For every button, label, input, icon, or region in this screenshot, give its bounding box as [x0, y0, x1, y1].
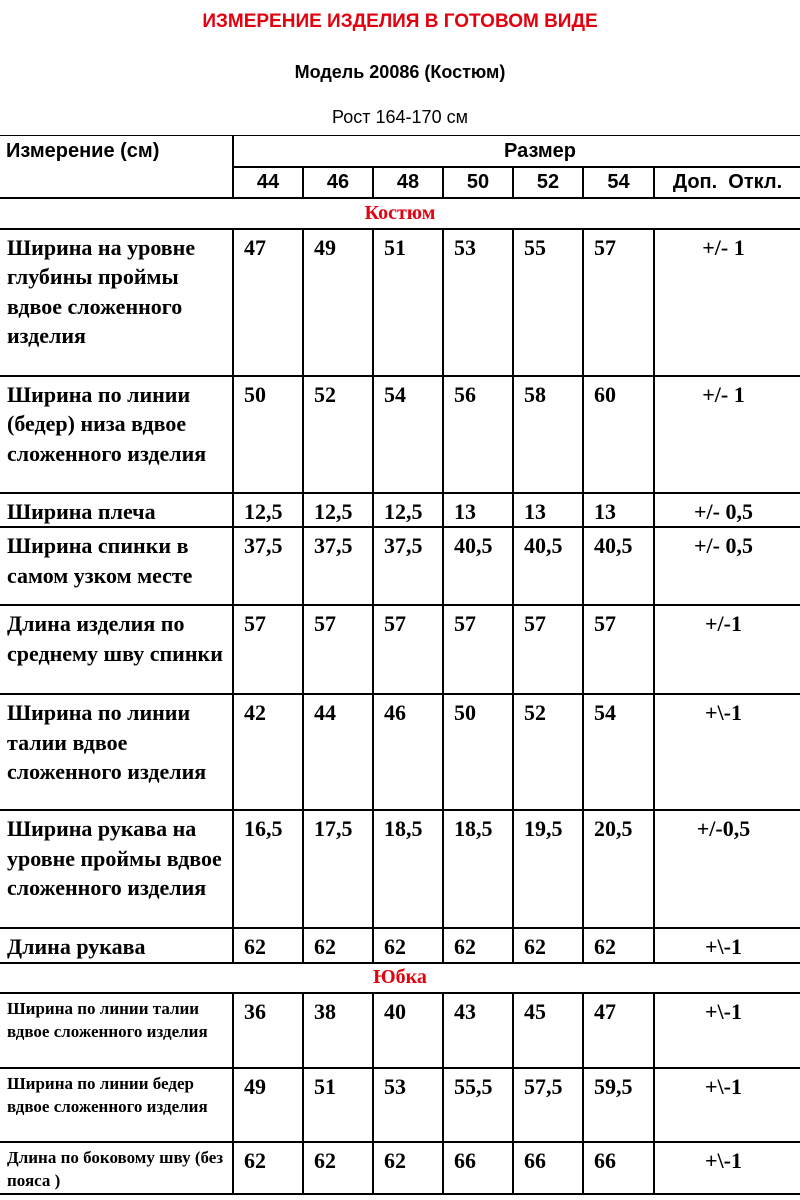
- table-row: [0, 810, 800, 928]
- size-value: 18,5: [443, 810, 513, 928]
- size-value: 52: [513, 694, 583, 810]
- size-value: 45: [513, 993, 583, 1068]
- height-range: Рост 164-170 см: [332, 107, 468, 127]
- tolerance-value: +/- 0,5: [654, 527, 800, 605]
- size-value: 16,5: [233, 810, 303, 928]
- size-value: 13: [583, 493, 654, 528]
- size-value: 53: [373, 1068, 443, 1142]
- size-value: 12,5: [303, 493, 373, 528]
- size-value: 62: [373, 1142, 443, 1194]
- table-row: [0, 694, 800, 810]
- size-value: 62: [303, 1142, 373, 1194]
- size-value: 38: [303, 993, 373, 1068]
- size-value: 57: [373, 605, 443, 694]
- size-value: 66: [583, 1142, 654, 1194]
- measurement-label: Ширина по линии бедер вдвое сложенного изделия: [0, 1068, 233, 1142]
- section-row: [0, 198, 800, 229]
- size-value: 54: [373, 376, 443, 493]
- tolerance-value: +\-1: [654, 993, 800, 1068]
- size-value: 62: [443, 928, 513, 963]
- measurement-label: Ширина рукава на уровне проймы вдвое сложенного изделия: [0, 810, 233, 928]
- size-value: 13: [443, 493, 513, 528]
- size-value: 56: [443, 376, 513, 493]
- size-column-header: Размер: [233, 136, 800, 167]
- size-value: 13: [513, 493, 583, 528]
- tolerance-value: +\-1: [654, 1142, 800, 1194]
- tolerance-value: +/- 0,5: [654, 493, 800, 528]
- measurement-label: Ширина плеча: [0, 493, 233, 528]
- size-value: 62: [583, 928, 654, 963]
- section-title: Костюм: [0, 198, 800, 229]
- size-value: 57: [233, 605, 303, 694]
- size-value: 54: [583, 694, 654, 810]
- size-value: 57: [583, 605, 654, 694]
- size-value: 42: [233, 694, 303, 810]
- size-value: 53: [443, 229, 513, 376]
- size-value: 40,5: [443, 527, 513, 605]
- table-row: [0, 605, 800, 694]
- size-value: 17,5: [303, 810, 373, 928]
- table-row: [0, 928, 800, 963]
- measurement-label: Длина рукава: [0, 928, 233, 963]
- size-header-cell: 46: [303, 167, 373, 198]
- size-value: 51: [373, 229, 443, 376]
- size-value: 40: [373, 993, 443, 1068]
- size-value: 50: [443, 694, 513, 810]
- size-value: 18,5: [373, 810, 443, 928]
- size-value: 62: [233, 1142, 303, 1194]
- tolerance-value: +/- 1: [654, 229, 800, 376]
- size-header-cell: 54: [583, 167, 654, 198]
- size-value: 58: [513, 376, 583, 493]
- size-value: 44: [303, 694, 373, 810]
- table-row: [0, 376, 800, 493]
- tolerance-value: +\-1: [654, 1068, 800, 1142]
- size-value: 37,5: [233, 527, 303, 605]
- size-value: 66: [513, 1142, 583, 1194]
- tolerance-column-header: Доп. Откл.: [654, 167, 800, 198]
- measurement-label: Ширина спинки в самом узком месте: [0, 527, 233, 605]
- measurement-label: Ширина по линии талии вдвое сложенного изделия: [0, 993, 233, 1068]
- size-value: 37,5: [373, 527, 443, 605]
- measurement-table: [0, 135, 800, 1195]
- size-value: 62: [513, 928, 583, 963]
- size-value: 57: [583, 229, 654, 376]
- table-row: [0, 493, 800, 528]
- size-value: 57: [443, 605, 513, 694]
- size-value: 12,5: [373, 493, 443, 528]
- size-value: 43: [443, 993, 513, 1068]
- size-value: 57,5: [513, 1068, 583, 1142]
- size-value: 57: [303, 605, 373, 694]
- size-value: 47: [233, 229, 303, 376]
- size-value: 57: [513, 605, 583, 694]
- tolerance-value: +\-1: [654, 928, 800, 963]
- measurement-label: Длина изделия по среднему шву спинки: [0, 605, 233, 694]
- model-subtitle: Модель 20086 (Костюм): [294, 62, 506, 82]
- section-row: [0, 963, 800, 993]
- table-row: [0, 1142, 800, 1194]
- size-value: 47: [583, 993, 654, 1068]
- size-header-cell: 52: [513, 167, 583, 198]
- size-value: 55,5: [443, 1068, 513, 1142]
- measure-column-header: Измерение (см): [0, 136, 233, 198]
- size-value: 62: [303, 928, 373, 963]
- size-value: 40,5: [583, 527, 654, 605]
- measurement-label: Ширина по линии талии вдвое сложенного изделия: [0, 694, 233, 810]
- measurement-label: Длина по боковому шву (без пояса ): [0, 1142, 233, 1194]
- size-header-cell: 48: [373, 167, 443, 198]
- size-value: 40,5: [513, 527, 583, 605]
- size-header-cell: 44: [233, 167, 303, 198]
- size-value: 12,5: [233, 493, 303, 528]
- size-value: 60: [583, 376, 654, 493]
- measurement-label: Ширина на уровне глубины проймы вдвое сложенного изделия: [0, 229, 233, 376]
- size-value: 52: [303, 376, 373, 493]
- tolerance-value: +/-0,5: [654, 810, 800, 928]
- tolerance-value: +\-1: [654, 694, 800, 810]
- table-row: [0, 993, 800, 1068]
- size-value: 55: [513, 229, 583, 376]
- measurement-label: Ширина по линии (бедер) низа вдвое сложенного изделия: [0, 376, 233, 493]
- size-value: 49: [233, 1068, 303, 1142]
- size-value: 66: [443, 1142, 513, 1194]
- size-header-cell: 50: [443, 167, 513, 198]
- document-title: ИЗМЕРЕНИЕ ИЗДЕЛИЯ В ГОТОВОМ ВИДЕ: [202, 11, 598, 32]
- size-value: 49: [303, 229, 373, 376]
- table-row: [0, 1068, 800, 1142]
- size-value: 51: [303, 1068, 373, 1142]
- size-value: 37,5: [303, 527, 373, 605]
- size-value: 62: [373, 928, 443, 963]
- tolerance-value: +/- 1: [654, 376, 800, 493]
- size-value: 20,5: [583, 810, 654, 928]
- tolerance-value: +/-1: [654, 605, 800, 694]
- size-value: 59,5: [583, 1068, 654, 1142]
- size-value: 62: [233, 928, 303, 963]
- table-row: [0, 229, 800, 376]
- size-value: 19,5: [513, 810, 583, 928]
- size-value: 46: [373, 694, 443, 810]
- table-row: [0, 527, 800, 605]
- section-title: Юбка: [0, 963, 800, 993]
- size-value: 36: [233, 993, 303, 1068]
- size-value: 50: [233, 376, 303, 493]
